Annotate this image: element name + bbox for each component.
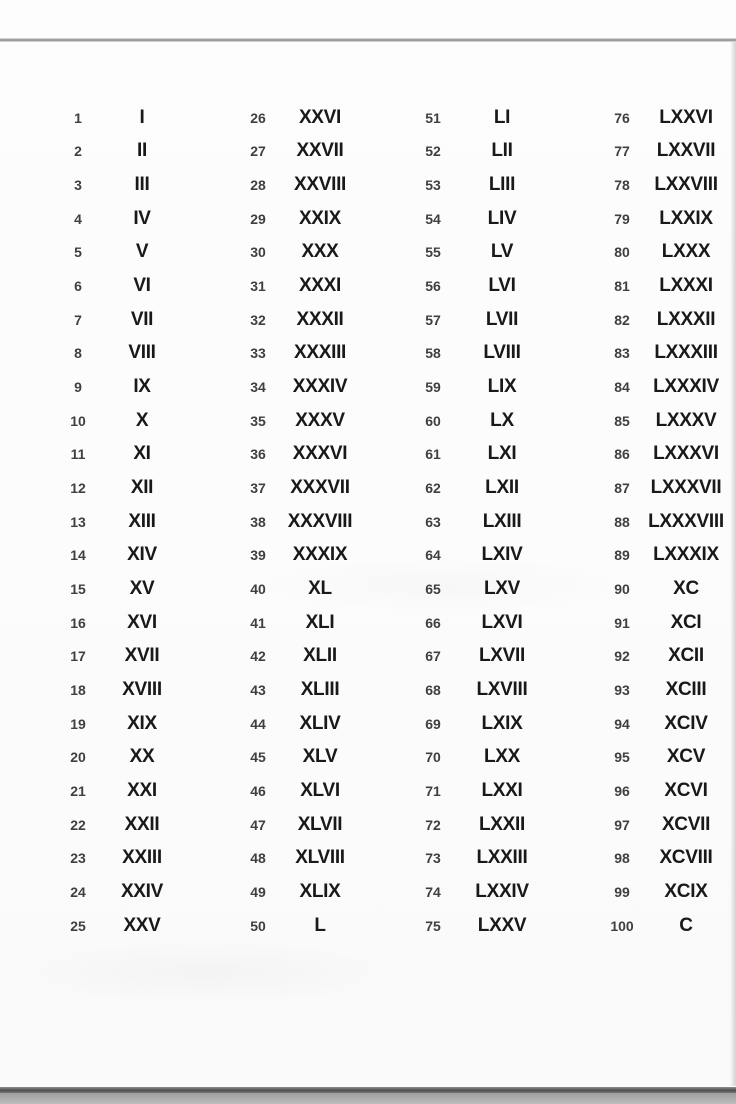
roman-numeral: LXXXII <box>656 308 716 330</box>
arabic-number: 7 <box>74 311 82 328</box>
bottom-margin-strip <box>0 1093 736 1104</box>
roman-numeral: LXIX <box>481 712 523 734</box>
roman-numeral: XLVI <box>300 779 340 801</box>
table-row <box>0 236 736 270</box>
table-row <box>0 135 736 169</box>
roman-numeral: XXVI <box>298 106 342 128</box>
arabic-number: 82 <box>614 311 630 328</box>
arabic-number: 94 <box>614 715 630 732</box>
arabic-number: 76 <box>614 109 630 126</box>
arabic-number: 5 <box>74 244 82 261</box>
arabic-number: 38 <box>250 513 266 530</box>
arabic-number: 44 <box>250 715 266 732</box>
arabic-number: 93 <box>614 681 630 698</box>
arabic-number: 79 <box>614 210 630 227</box>
arabic-number: 88 <box>614 513 630 530</box>
roman-numeral: XXIII <box>122 847 162 869</box>
roman-numeral: XLIV <box>299 712 341 734</box>
roman-numeral: XV <box>129 578 155 600</box>
arabic-number: 50 <box>250 917 266 934</box>
roman-numeral: LXVIII <box>476 678 528 700</box>
arabic-number: 89 <box>614 547 630 564</box>
roman-numeral: XCVIII <box>659 847 713 869</box>
arabic-number: 51 <box>425 109 441 126</box>
arabic-number: 49 <box>250 883 266 900</box>
arabic-number: 1 <box>74 109 82 126</box>
roman-numeral: LIII <box>488 174 516 196</box>
roman-numeral: XXI <box>127 779 157 801</box>
table-row <box>0 808 736 842</box>
arabic-number: 43 <box>250 681 266 698</box>
arabic-number: 6 <box>74 278 82 295</box>
table-row <box>0 606 736 640</box>
roman-numeral: XCIX <box>664 880 708 902</box>
arabic-number: 63 <box>425 513 441 530</box>
arabic-number: 33 <box>250 345 266 362</box>
roman-numeral: XLVII <box>297 813 343 835</box>
arabic-number: 81 <box>614 278 630 295</box>
arabic-number: 98 <box>614 850 630 867</box>
arabic-number: 27 <box>250 143 266 160</box>
table-row <box>0 337 736 371</box>
roman-numeral: XCVI <box>664 779 708 801</box>
roman-numeral: LXXV <box>477 914 527 936</box>
roman-numeral: LXV <box>483 578 521 600</box>
roman-numeral: LVIII <box>483 342 521 364</box>
roman-numeral: XXXVI <box>292 443 348 465</box>
roman-numeral: XXV <box>123 914 161 936</box>
roman-numeral: VII <box>130 308 154 330</box>
roman-numeral: XCIV <box>664 712 708 734</box>
arabic-number: 17 <box>70 648 86 665</box>
table-row <box>0 875 736 909</box>
roman-numeral: LII <box>491 140 513 162</box>
arabic-number: 19 <box>70 715 86 732</box>
roman-numeral: LXIV <box>481 544 523 566</box>
arabic-number: 62 <box>425 480 441 497</box>
arabic-number: 31 <box>250 278 266 295</box>
roman-numeral: LXXXVII <box>650 477 722 499</box>
arabic-number: 54 <box>425 210 441 227</box>
roman-numeral: LXII <box>485 477 519 499</box>
roman-numeral: LXVII <box>478 645 525 667</box>
arabic-number: 37 <box>250 480 266 497</box>
roman-numeral: LXXXVI <box>653 443 719 465</box>
arabic-number: 99 <box>614 883 630 900</box>
roman-numeral: LXXXIX <box>653 544 719 566</box>
roman-numeral: LX <box>490 409 514 431</box>
roman-numeral: LXXX <box>661 241 711 263</box>
arabic-number: 95 <box>614 749 630 766</box>
table-row <box>0 707 736 741</box>
arabic-number: 73 <box>425 850 441 867</box>
arabic-number: 2 <box>74 143 82 160</box>
roman-numeral: XVI <box>127 611 157 633</box>
roman-numeral: XI <box>133 443 151 465</box>
arabic-number: 24 <box>70 883 86 900</box>
arabic-number: 3 <box>74 177 82 194</box>
arabic-number: 52 <box>425 143 441 160</box>
roman-numeral: LXXVIII <box>654 174 718 196</box>
roman-numeral: XCIII <box>665 678 707 700</box>
arabic-number: 58 <box>425 345 441 362</box>
arabic-number: 86 <box>614 446 630 463</box>
arabic-number: 96 <box>614 782 630 799</box>
roman-numeral: X <box>135 409 149 431</box>
arabic-number: 14 <box>70 547 86 564</box>
roman-numeral: LXXIX <box>659 207 713 229</box>
roman-numeral: LXXVII <box>656 140 716 162</box>
arabic-number: 74 <box>425 883 441 900</box>
arabic-number: 91 <box>614 614 630 631</box>
arabic-number: 40 <box>250 581 266 598</box>
roman-numeral: XCI <box>670 611 702 633</box>
arabic-number: 56 <box>425 278 441 295</box>
roman-numeral: XIX <box>127 712 157 734</box>
arabic-number: 84 <box>614 379 630 396</box>
roman-numerals-table <box>0 101 736 942</box>
table-row <box>0 168 736 202</box>
roman-numeral: XCII <box>668 645 704 667</box>
roman-numeral: XXIX <box>298 207 342 229</box>
top-horizontal-rule <box>0 38 736 42</box>
arabic-number: 22 <box>70 816 86 833</box>
roman-numeral: LXXI <box>481 779 523 801</box>
roman-numeral: XLVIII <box>295 847 345 869</box>
arabic-number: 9 <box>74 379 82 396</box>
arabic-number: 23 <box>70 850 86 867</box>
roman-numeral: L <box>314 914 326 936</box>
roman-numeral: LXIII <box>482 510 522 532</box>
roman-numeral: XXVIII <box>293 174 347 196</box>
arabic-number: 78 <box>614 177 630 194</box>
table-row <box>0 438 736 472</box>
roman-numeral: XXII <box>124 813 160 835</box>
roman-numeral: LVII <box>485 308 519 330</box>
roman-numeral: XXXII <box>296 308 344 330</box>
roman-numeral: LXXXIV <box>653 376 719 398</box>
roman-numeral: VI <box>133 275 151 297</box>
roman-numeral: LXXVI <box>659 106 713 128</box>
arabic-number: 72 <box>425 816 441 833</box>
roman-numeral: V <box>135 241 149 263</box>
roman-numeral: XII <box>130 477 154 499</box>
arabic-number: 25 <box>70 917 86 934</box>
arabic-number: 13 <box>70 513 86 530</box>
roman-numeral: I <box>139 106 145 128</box>
arabic-number: 67 <box>425 648 441 665</box>
table-row <box>0 404 736 438</box>
table-row <box>0 740 736 774</box>
arabic-number: 71 <box>425 782 441 799</box>
arabic-number: 55 <box>425 244 441 261</box>
arabic-number: 60 <box>425 412 441 429</box>
table-row <box>0 673 736 707</box>
arabic-number: 87 <box>614 480 630 497</box>
roman-numeral: XXXIV <box>292 376 348 398</box>
table-row <box>0 471 736 505</box>
arabic-number: 85 <box>614 412 630 429</box>
roman-numeral: IV <box>133 207 151 229</box>
arabic-number: 28 <box>250 177 266 194</box>
roman-numeral: LXI <box>487 443 517 465</box>
arabic-number: 70 <box>425 749 441 766</box>
roman-numeral: XXXVIII <box>287 510 353 532</box>
arabic-number: 59 <box>425 379 441 396</box>
table-row <box>0 539 736 573</box>
arabic-number: 68 <box>425 681 441 698</box>
table-row <box>0 505 736 539</box>
arabic-number: 83 <box>614 345 630 362</box>
arabic-number: 45 <box>250 749 266 766</box>
table-row <box>0 269 736 303</box>
arabic-number: 53 <box>425 177 441 194</box>
roman-numeral: XXIV <box>120 880 164 902</box>
roman-numeral: XLV <box>302 746 338 768</box>
arabic-number: 69 <box>425 715 441 732</box>
right-edge-shading <box>730 42 736 1086</box>
arabic-number: 61 <box>425 446 441 463</box>
roman-numeral: XLIII <box>300 678 340 700</box>
roman-numeral: XXVII <box>296 140 344 162</box>
arabic-number: 11 <box>70 446 86 463</box>
arabic-number: 80 <box>614 244 630 261</box>
arabic-number: 10 <box>70 412 86 429</box>
arabic-number: 92 <box>614 648 630 665</box>
roman-numeral: XXXVII <box>290 477 350 499</box>
arabic-number: 77 <box>614 143 630 160</box>
arabic-number: 15 <box>70 581 86 598</box>
roman-numeral: LXXXV <box>655 409 717 431</box>
arabic-number: 34 <box>250 379 266 396</box>
arabic-number: 29 <box>250 210 266 227</box>
roman-numeral: LXXII <box>478 813 525 835</box>
arabic-number: 32 <box>250 311 266 328</box>
arabic-number: 57 <box>425 311 441 328</box>
arabic-number: 90 <box>614 581 630 598</box>
roman-numeral: LIX <box>487 376 517 398</box>
roman-numeral: XXXI <box>298 275 342 297</box>
roman-numeral: XXXIX <box>292 544 348 566</box>
arabic-number: 64 <box>425 547 441 564</box>
roman-numeral: LV <box>490 241 514 263</box>
roman-numeral: LXXIII <box>476 847 528 869</box>
roman-numeral: LXXIV <box>475 880 529 902</box>
arabic-number: 36 <box>250 446 266 463</box>
roman-numeral: LXXXVIII <box>648 510 724 532</box>
table-row <box>0 202 736 236</box>
arabic-number: 48 <box>250 850 266 867</box>
arabic-number: 39 <box>250 547 266 564</box>
roman-numeral: XLII <box>303 645 337 667</box>
roman-numeral: XIII <box>128 510 156 532</box>
arabic-number: 20 <box>70 749 86 766</box>
roman-numeral: XXXV <box>295 409 345 431</box>
arabic-number: 42 <box>250 648 266 665</box>
arabic-number: 46 <box>250 782 266 799</box>
arabic-number: 26 <box>250 109 266 126</box>
arabic-number: 18 <box>70 681 86 698</box>
roman-numeral: XCV <box>666 746 706 768</box>
roman-numeral: XCVII <box>661 813 711 835</box>
roman-numeral: LI <box>493 106 511 128</box>
roman-numeral: C <box>679 914 693 936</box>
arabic-number: 16 <box>70 614 86 631</box>
table-row <box>0 841 736 875</box>
roman-numeral: IX <box>133 376 151 398</box>
roman-numeral: XVIII <box>122 678 162 700</box>
roman-numeral: XC <box>673 578 699 600</box>
roman-numeral: LXX <box>483 746 521 768</box>
roman-numeral: III <box>134 174 150 196</box>
arabic-number: 12 <box>70 480 86 497</box>
roman-numeral: XLI <box>305 611 335 633</box>
arabic-number: 8 <box>74 345 82 362</box>
arabic-number: 47 <box>250 816 266 833</box>
roman-numeral: II <box>137 140 147 162</box>
roman-numeral: LXVI <box>481 611 523 633</box>
arabic-number: 100 <box>610 917 634 934</box>
roman-numeral: XXXIII <box>293 342 347 364</box>
roman-numeral: XVII <box>124 645 160 667</box>
table-row <box>0 303 736 337</box>
table-row <box>0 909 736 943</box>
arabic-number: 66 <box>425 614 441 631</box>
table-row <box>0 640 736 674</box>
arabic-number: 30 <box>250 244 266 261</box>
roman-numeral: XXX <box>301 241 339 263</box>
arabic-number: 75 <box>425 917 441 934</box>
arabic-number: 21 <box>70 782 86 799</box>
roman-numeral: LXXXIII <box>654 342 718 364</box>
table-row <box>0 774 736 808</box>
roman-numeral: XX <box>129 746 155 768</box>
roman-numeral: LVI <box>488 275 516 297</box>
roman-numeral: LIV <box>487 207 517 229</box>
table-row <box>0 370 736 404</box>
arabic-number: 65 <box>425 581 441 598</box>
roman-numeral: LXXXI <box>659 275 713 297</box>
arabic-number: 97 <box>614 816 630 833</box>
table-row <box>0 572 736 606</box>
roman-numeral: XLIX <box>299 880 341 902</box>
roman-numeral: XL <box>308 578 332 600</box>
arabic-number: 41 <box>250 614 266 631</box>
arabic-number: 4 <box>74 210 82 227</box>
roman-numeral: XIV <box>127 544 157 566</box>
roman-numeral: VIII <box>128 342 156 364</box>
table-row <box>0 101 736 135</box>
arabic-number: 35 <box>250 412 266 429</box>
